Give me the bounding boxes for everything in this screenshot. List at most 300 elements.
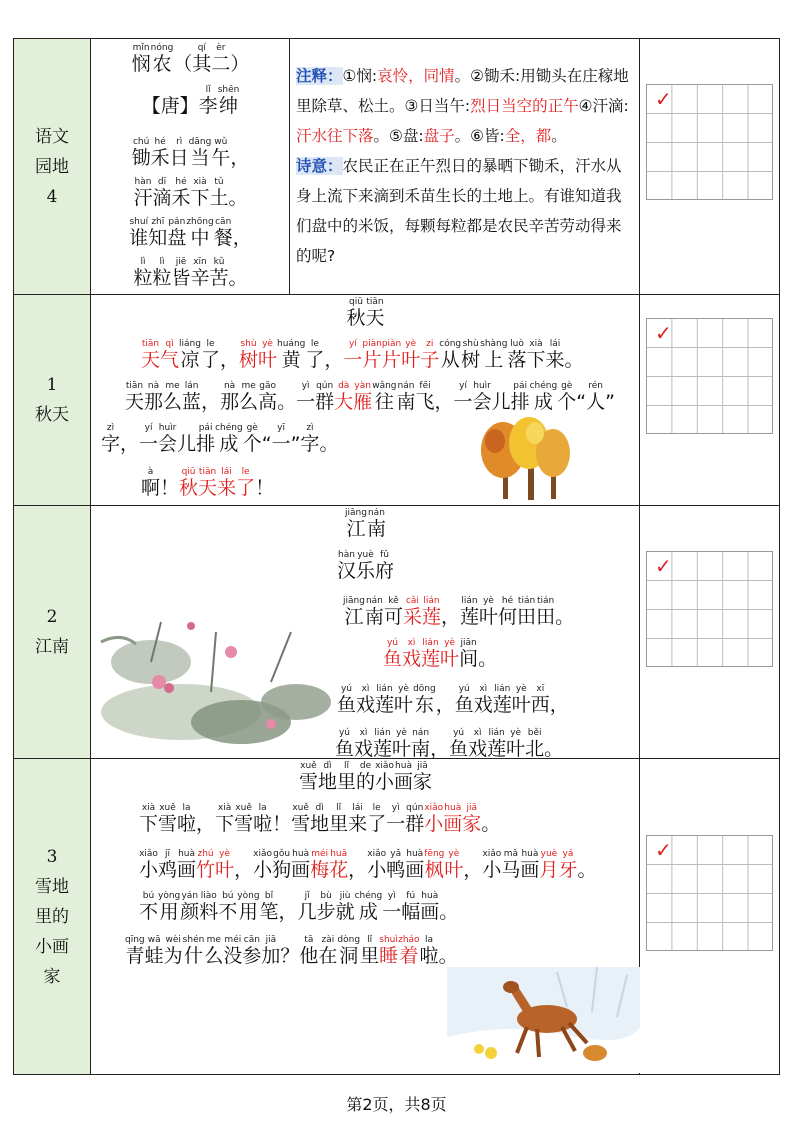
hanzi-char: 莲lián [421,596,441,628]
hanzi-char: 雁yàn [353,381,373,413]
check-mark-icon: ✓ [655,87,672,111]
check-mark-icon: ✓ [655,321,672,345]
hanzi-char: 日rì [169,137,189,169]
hanzi-char: 鱼yú [337,684,357,716]
hanzi-char: 用yòng [158,891,181,923]
hanzi-char: ， [120,433,140,455]
annotation-segment: 盘子 [423,127,455,145]
hanzi-char: 禾hé [150,137,170,169]
poem-line [91,257,290,288]
hanzi-char: 来lái [545,339,565,371]
hanzi-char: 一yī [271,423,291,455]
hanzi-char: 画huà [420,891,440,923]
hanzi-char: 戏xì [473,684,493,716]
hanzi-char: 下xià [526,339,546,371]
poem-title [91,43,290,74]
hanzi-char: 南nán [396,381,416,413]
hanzi-char: 一yì [386,803,406,835]
hanzi-char: 莲lián [373,728,393,760]
hanzi-char: ， [435,694,455,716]
hanzi-char: 片piàn [381,339,402,371]
poem-author [91,85,290,116]
page-footer: 第2页，共8页 [346,1095,447,1114]
lotus-pond-illustration [91,602,336,752]
label-line: 小画 [35,936,69,957]
label-line: 语文 [35,126,69,147]
annotation-segment: 。⑤盘: [373,127,424,145]
hanzi-char: 枫fēng [424,849,445,881]
hanzi-char: 一yí [453,381,473,413]
annotation-segment: 汗水往下落 [296,127,374,145]
hanzi-char: 秋qiū [179,467,199,499]
label-line: 3 [46,846,58,867]
autumn-trees-illustration [473,415,573,501]
hanzi-char: 鱼yú [454,684,474,716]
hanzi-char: 鱼yú [335,728,355,760]
hanzi-char: 画huà [394,761,414,793]
hanzi-char: 鱼yú [449,728,469,760]
recitation-grid[interactable] [646,84,773,200]
hanzi-char: 啦la [177,803,197,835]
hanzi-char: 个gè [557,381,577,413]
hanzi-char: 一yì [296,381,316,413]
hanzi-char: 小xiǎo [482,849,502,881]
recitation-grid[interactable] [646,551,773,667]
hanzi-char: 落luò [507,339,527,371]
hanzi-char: 。 [577,859,597,881]
hanzi-char: 汉hàn [336,550,356,582]
hanzi-char: ” [605,391,615,413]
hanzi-char: 群qún [405,803,425,835]
hanzi-char: 禾hé [171,177,191,209]
hanzi-char: 排pái [196,423,216,455]
label-line: 家 [43,966,61,987]
hanzi-char: 粒lì [133,257,153,289]
hanzi-char: 从cóng [439,339,462,371]
hanzi-char: 蓝lán [182,381,202,413]
hanzi-char: 。 [481,813,501,835]
hanzi-char: 戏xì [356,684,376,716]
hanzi-char: 餐cān [213,217,233,249]
hanzi-char: 悯mǐn [131,43,151,75]
text-cell [91,506,640,759]
recitation-grid[interactable] [646,835,773,951]
poem-line [91,177,290,208]
hanzi-char: 。 [277,391,297,413]
hanzi-char: 滴dī [152,177,172,209]
hanzi-char: 天tiān [141,339,161,371]
hanzi-char: ， [463,859,483,881]
hanzi-char: 天tiān [125,381,145,413]
hanzi-char: 天tiān [365,297,385,329]
hanzi-char: 府fǔ [375,550,395,582]
hanzi-char: ！ [272,813,292,835]
hanzi-char: 高gāo [258,381,278,413]
hanzi-char: 青qīng [125,935,145,967]
hanzi-char: 叶yè [392,728,412,760]
label-line: 1 [46,375,58,395]
hanzi-char: 几jǐ [297,891,317,923]
label-line: 2 [46,607,58,627]
hanzi-char: 用yòng [237,891,260,923]
poem-line [335,728,563,759]
label-line: 4 [46,186,58,207]
hanzi-char: 会huìr [472,381,492,413]
hanzi-char: 狗gǒu [272,849,292,881]
hanzi-char: 间jiān [459,638,479,670]
hanzi-char: 子zi [420,339,440,371]
hanzi-char: 没méi [223,935,243,967]
hanzi-char: 莲lián [487,728,507,760]
poem-author [91,550,640,581]
hanzi-char: 颜yán [180,891,200,923]
hanzi-char: 地dì [317,761,337,793]
hanzi-char: 就jiù [335,891,355,923]
hanzi-char: ， [201,391,221,413]
hanzi-char: ？ [280,945,300,967]
hanzi-char: 地dì [310,803,330,835]
hanzi-char: 他tā [299,935,319,967]
hanzi-char: 儿 [177,433,197,455]
hanzi-char: 幅fú [401,891,421,923]
hanzi-char: 里lǐ [329,803,349,835]
hanzi-char: 西xī [530,684,550,716]
hanzi-char: 蛙wā [144,935,164,967]
hanzi-char: ， [230,147,250,169]
hanzi-char: 土tǔ [209,177,229,209]
hanzi-char: 莲lián [375,684,395,716]
annotation-segment: 全，都 [504,127,552,145]
hanzi-char: 大dà [334,381,354,413]
hanzi-char: 莲lián [421,638,441,670]
hanzi-char: 小xiǎo [424,803,444,835]
annotation-text [296,61,633,271]
hanzi-char: 么me [239,381,259,413]
hanzi-char: ， [234,859,254,881]
lesson-row-minnong [14,39,780,295]
hanzi-char: 皆jiē [171,257,191,289]
hanzi-char: 啦la [419,935,439,967]
hanzi-char: 雪xuě [234,803,254,835]
meaning-heading: 诗意： [296,157,343,175]
hanzi-char: 家jiā [462,803,482,835]
hanzi-char: 叶yè [479,596,499,628]
hanzi-char: 汗hàn [133,177,153,209]
label-line: 里的 [35,906,69,927]
annotation-cell [290,39,640,295]
hanzi-char: 上shàng [480,339,508,371]
hanzi-char: 加jiā [261,935,281,967]
hanzi-char: 莲lián [460,596,480,628]
hanzi-char: 笔bǐ [259,891,279,923]
hanzi-char: ， [232,227,252,249]
hanzi-char: 洞dòng [337,935,361,967]
hanzi-char: 天tiān [198,467,218,499]
hanzi-char: 黄huáng [277,339,306,371]
hanzi-char: 字zì [300,423,320,455]
text-line [139,891,458,922]
hanzi-char: 了le [367,803,387,835]
hanzi-char: 一yì [382,891,402,923]
hanzi-char: ！ [255,477,275,499]
poem-line [383,638,497,669]
hanzi-char: 排pái [510,381,530,413]
hanzi-char: 着zháo [398,935,420,967]
hanzi-char: 叶yè [440,638,460,670]
hanzi-char: 叶yè [401,339,421,371]
poem-line [343,596,574,627]
hanzi-char: 那nà [220,381,240,413]
hanzi-char: 不bú [139,891,159,923]
hanzi-char: 。 [555,606,575,628]
label-line: 雪地 [35,876,69,897]
hanzi-char: 料liào [199,891,219,923]
hanzi-char: 粒lì [152,257,172,289]
hanzi-char: 。 [544,738,564,760]
hanzi-char: 田tián [517,596,537,628]
hanzi-char: 么me [163,381,183,413]
hanzi-char: 什shén [182,935,205,967]
hanzi-char: 东dōng [413,684,436,716]
hanzi-char: 个gè [242,423,262,455]
annotation-segment: 。②锄禾:用锄头在庄稼地里除草、松土。③日当午: [296,67,629,115]
hanzi-char: 雪xuě [298,761,318,793]
lesson-label [14,295,91,506]
hanzi-char: ， [430,738,450,760]
hanzi-char: 叶yè [394,684,414,716]
hanzi-char: 在zài [318,935,338,967]
hanzi-char: 锄chú [131,137,151,169]
hanzi-char: 。 [439,901,459,923]
hanzi-char: 鸭yā [386,849,406,881]
hanzi-char: 江jiāng [345,508,367,540]
hanzi-char: 小xiǎo [367,849,387,881]
hanzi-char: ， [219,349,239,371]
check-mark-icon: ✓ [655,554,672,578]
text-line [125,381,615,412]
hanzi-char: 群qún [315,381,335,413]
annotation-segment: 。 [551,127,567,145]
hanzi-char: 来lái [217,467,237,499]
hanzi-char: 的de [355,761,375,793]
lesson-title [91,508,640,539]
hanzi-char: 画huà [405,849,425,881]
hanzi-char: 那nà [144,381,164,413]
hanzi-char: 小xiǎo [375,761,395,793]
hanzi-char: ， [278,901,298,923]
hanzi-char: 参cān [242,935,262,967]
hanzi-char: 叶yè [215,849,235,881]
hanzi-char: 画huà [443,803,463,835]
lesson-row-xuedi [14,759,780,1075]
lesson-label [14,506,91,759]
hanzi-char: 叶yè [258,339,278,371]
hanzi-char: 知zhī [148,217,168,249]
label-line: 秋天 [35,405,69,425]
hanzi-char: 下xià [190,177,210,209]
text-line [139,849,596,880]
hanzi-char: 了le [200,339,220,371]
recitation-grid[interactable] [646,318,773,434]
label-line: 江南 [35,637,69,657]
hanzi-char: 。 [228,267,248,289]
annotation-heading: 注释： [296,67,343,85]
hanzi-char: 乐yuè [355,550,375,582]
hanzi-char: 。 [438,945,458,967]
hanzi-char: 花huā [329,849,349,881]
hanzi-char: 南nán [364,596,384,628]
hanzi-char: 牙yá [558,849,578,881]
hanzi-char: 下xià [215,803,235,835]
hanzi-char: 画huà [177,849,197,881]
text-line [125,935,458,966]
hanzi-char: ， [324,349,344,371]
lesson-title [91,297,640,328]
hanzi-char: 了le [305,339,325,371]
hanzi-char: ！ [160,477,180,499]
hanzi-char: 。 [478,648,498,670]
hanzi-char: 树shù [238,339,258,371]
hanzi-char: 一yí [343,339,363,371]
text-cell [91,759,640,1075]
hanzi-char: ” [290,433,301,455]
hanzi-char: 其qí [192,43,212,75]
hanzi-char: ， [549,694,569,716]
hanzi-char: 为wèi [163,935,183,967]
lesson-row-jiangnan [14,506,780,759]
hanzi-char: 苦kǔ [209,257,229,289]
checkbox-cell [640,506,780,759]
poem-line [91,217,290,248]
poem-line [337,684,569,715]
hanzi-char: 鸡jī [158,849,178,881]
hanzi-char: 鱼yú [383,638,403,670]
text-line [141,339,584,370]
hanzi-char: 。 [564,349,584,371]
hanzi-char: 成chéng [215,423,243,455]
hanzi-char: 字zì [101,423,121,455]
meaning-text: 农民正在正午烈日的暴晒下锄禾，汗水从身上流下来滴到禾苗生长的土地上。有谁知道我们盘中的米饭，每颗每粒都是农民辛苦劳动得来的呢? [296,157,622,265]
annotation-segment: ①悯: [342,67,378,85]
hanzi-char: 飞fēi [415,381,435,413]
hanzi-char: 片piàn [362,339,382,371]
hanzi-char: 谁shuí [129,217,149,249]
hanzi-char: 戏xì [468,728,488,760]
lesson-row-qiutian [14,295,780,506]
hanzi-char: 气qì [160,339,180,371]
hanzi-char: 竹zhú [196,849,216,881]
checkbox-cell [640,295,780,506]
hanzi-char: 小xiǎo [253,849,273,881]
snow-animals-illustration [447,967,640,1073]
text-line [101,423,338,454]
hanzi-char: 午wǔ [211,137,231,169]
hanzi-char: 秋qiū [346,297,366,329]
hanzi-char: 南nán [366,508,386,540]
hanzi-char: 绅shēn [217,85,240,117]
hanzi-char: （ [173,53,193,75]
hanzi-char: 马mǎ [501,849,521,881]
hanzi-char: 啦la [253,803,273,835]
hanzi-char: 南nán [411,728,431,760]
hanzi-char: 戏xì [402,638,422,670]
hanzi-char: 家jiā [413,761,433,793]
hanzi-char: 李lǐ [198,85,218,117]
hanzi-char: 可kě [383,596,403,628]
hanzi-char: 中zhōng [186,217,214,249]
annotation-segment: 。⑥皆: [454,127,505,145]
hanzi-char: 叶yè [511,684,531,716]
hanzi-char: 人rén [586,381,606,413]
hanzi-char: 了le [236,467,256,499]
lesson-label [14,759,91,1075]
hanzi-char: 江jiāng [343,596,365,628]
lesson-label [14,39,91,295]
hanzi-char: 【唐】 [141,95,199,117]
annotation-segment: 烈日当空的正午 [470,97,579,115]
hanzi-char: 一yí [139,423,159,455]
text-line [139,803,500,834]
hanzi-char: “ [576,391,587,413]
hanzi-char: 啊à [141,467,161,499]
annotation-segment: 哀怜，同情 [377,67,455,85]
poem-line [91,137,290,168]
hanzi-char: ， [348,859,368,881]
hanzi-char: ） [230,53,250,75]
hanzi-char: ， [434,391,454,413]
lesson-title [91,761,640,792]
hanzi-char: “ [261,433,272,455]
hanzi-char: 。 [228,187,248,209]
hanzi-char: 儿 [491,391,511,413]
hanzi-char: 农nóng [150,43,174,75]
hanzi-char: 梅méi [310,849,330,881]
annotation-segment: ④汗滴: [578,97,629,115]
lesson-table [13,38,779,1074]
hanzi-char: 画huà [291,849,311,881]
hanzi-char: 凉liáng [179,339,201,371]
hanzi-char: 辛xīn [190,257,210,289]
hanzi-char: 田tián [536,596,556,628]
hanzi-char: 当dāng [188,137,212,169]
hanzi-char: 成chéng [529,381,558,413]
hanzi-char: 采cǎi [402,596,422,628]
hanzi-char: 小xiǎo [139,849,159,881]
hanzi-char: 不bú [218,891,238,923]
hanzi-char: 雪xuě [158,803,178,835]
hanzi-char: 叶yè [444,849,464,881]
checkbox-cell [640,759,780,1075]
hanzi-char: 往wǎng [372,381,397,413]
hanzi-char: 二èr [211,43,231,75]
poem-text-cell [91,39,290,295]
hanzi-char: 。 [319,433,339,455]
hanzi-char: 树shù [461,339,481,371]
hanzi-char: 北běi [525,728,545,760]
hanzi-char: 睡shuì [379,935,399,967]
hanzi-char: ， [440,606,460,628]
hanzi-char: 里lǐ [336,761,356,793]
label-line: 园地 [35,156,69,177]
hanzi-char: 莲lián [492,684,512,716]
text-cell [91,295,640,506]
hanzi-char: 叶yè [506,728,526,760]
hanzi-char: 里lǐ [360,935,380,967]
hanzi-char: 雪xuě [291,803,311,835]
hanzi-char: 月yuè [539,849,559,881]
hanzi-char: 下xià [139,803,159,835]
hanzi-char: 来lái [348,803,368,835]
